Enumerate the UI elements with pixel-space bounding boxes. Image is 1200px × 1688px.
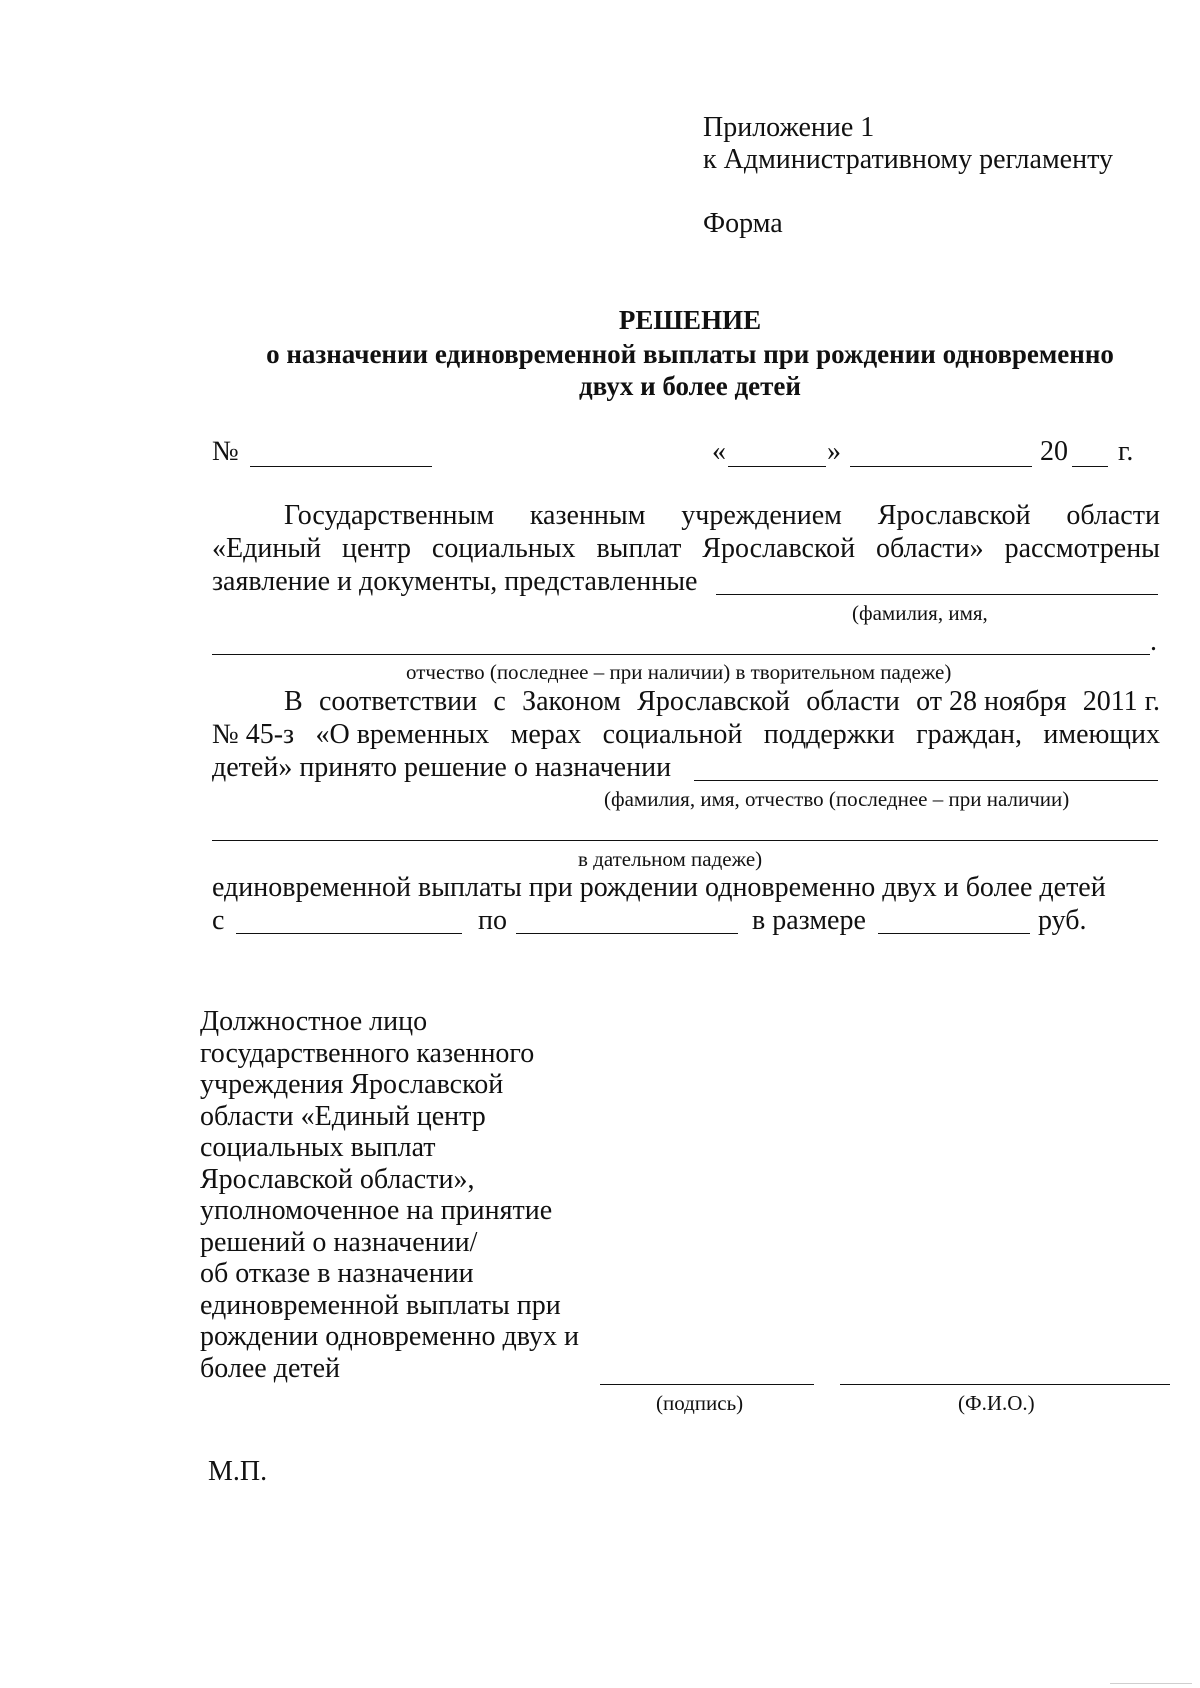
fio-hint: (Ф.И.О.) [958,1391,1035,1415]
amount-field[interactable] [878,933,1030,934]
month-field[interactable] [850,466,1032,467]
official-line: об отказе в назначении [200,1258,474,1289]
official-line: Должностное лицо [200,1006,428,1037]
p2-line2: № 45-з «О временных мерах социальной поддержки граждан, имеющих [212,719,1160,750]
year-suffix: г. [1118,436,1134,467]
recipient-name-field[interactable] [694,780,1158,781]
document-subtitle-line2: двух и более детей [579,371,801,401]
official-line: рождении одновременно двух и [200,1321,579,1352]
p1-line3: заявление и документы, представленные [212,566,698,597]
document-title: РЕШЕНИЕ [618,305,762,335]
p2-line4: единовременной выплаты при рождении одновременно двух и более детей [212,872,1106,903]
official-line: области «Единый центр [200,1100,486,1132]
recipient-name-field-continued[interactable] [212,840,1158,841]
form-label: Форма [703,208,783,239]
p2-line1: В соответствии с Законом Ярославской области от 28 ноября 2011 г. [284,686,1160,717]
applicant-name-hint: (фамилия, имя, [852,601,988,625]
year-prefix: 20 [1040,436,1068,467]
quote-open: « [712,436,726,467]
official-line: более детей [200,1352,341,1384]
year-field[interactable] [1072,466,1108,467]
to-date-field[interactable] [516,933,738,934]
signature-field[interactable] [600,1384,814,1385]
official-line: Ярославской области», [200,1163,475,1195]
number-field[interactable] [250,466,432,467]
day-field[interactable] [728,466,826,467]
document-subtitle-line1: о назначении единовременной выплаты при рождении одновременно [266,339,1114,369]
recipient-case-hint: в дательном падеже) [578,847,763,871]
p1-line1: Государственным казенным учреждением Ярославской области [284,500,1160,531]
applicant-case-hint: отчество (последнее – при наличии) в творительном падеже) [406,660,952,684]
regulation-label: к Административному регламенту [703,144,1113,175]
official-line: решений о назначении/ [200,1226,478,1258]
amount-label: в размере [752,905,866,936]
signature-hint: (подпись) [656,1391,744,1415]
official-position [200,1006,579,1384]
quote-close: » [827,436,841,467]
applicant-name-field[interactable] [716,594,1158,595]
p2-line3: детей» принято решение о назначении [212,752,672,783]
fio-field[interactable] [840,1384,1170,1385]
number-sign: № [212,436,239,467]
from-date-field[interactable] [236,933,462,934]
official-line: социальных выплат [200,1132,436,1163]
to-label: по [478,905,507,936]
from-label: с [212,905,225,936]
p1-end-dot: . [1150,626,1157,657]
official-line: уполномоченное на принятие [200,1195,553,1226]
currency-label: руб. [1038,905,1087,936]
appendix-label: Приложение 1 [703,112,875,143]
official-line: государственного казенного [200,1037,535,1069]
p1-line2: «Единый центр социальных выплат Ярославской области» рассмотрены [212,533,1160,564]
official-line: учреждения Ярославской [200,1069,504,1100]
applicant-name-field-continued[interactable] [212,654,1150,655]
scan-artifact-line [1110,1683,1192,1684]
stamp-place: М.П. [208,1456,268,1487]
recipient-name-hint: (фамилия, имя, отчество (последнее – при наличии) [604,787,1070,811]
official-line: единовременной выплаты при [200,1289,561,1321]
